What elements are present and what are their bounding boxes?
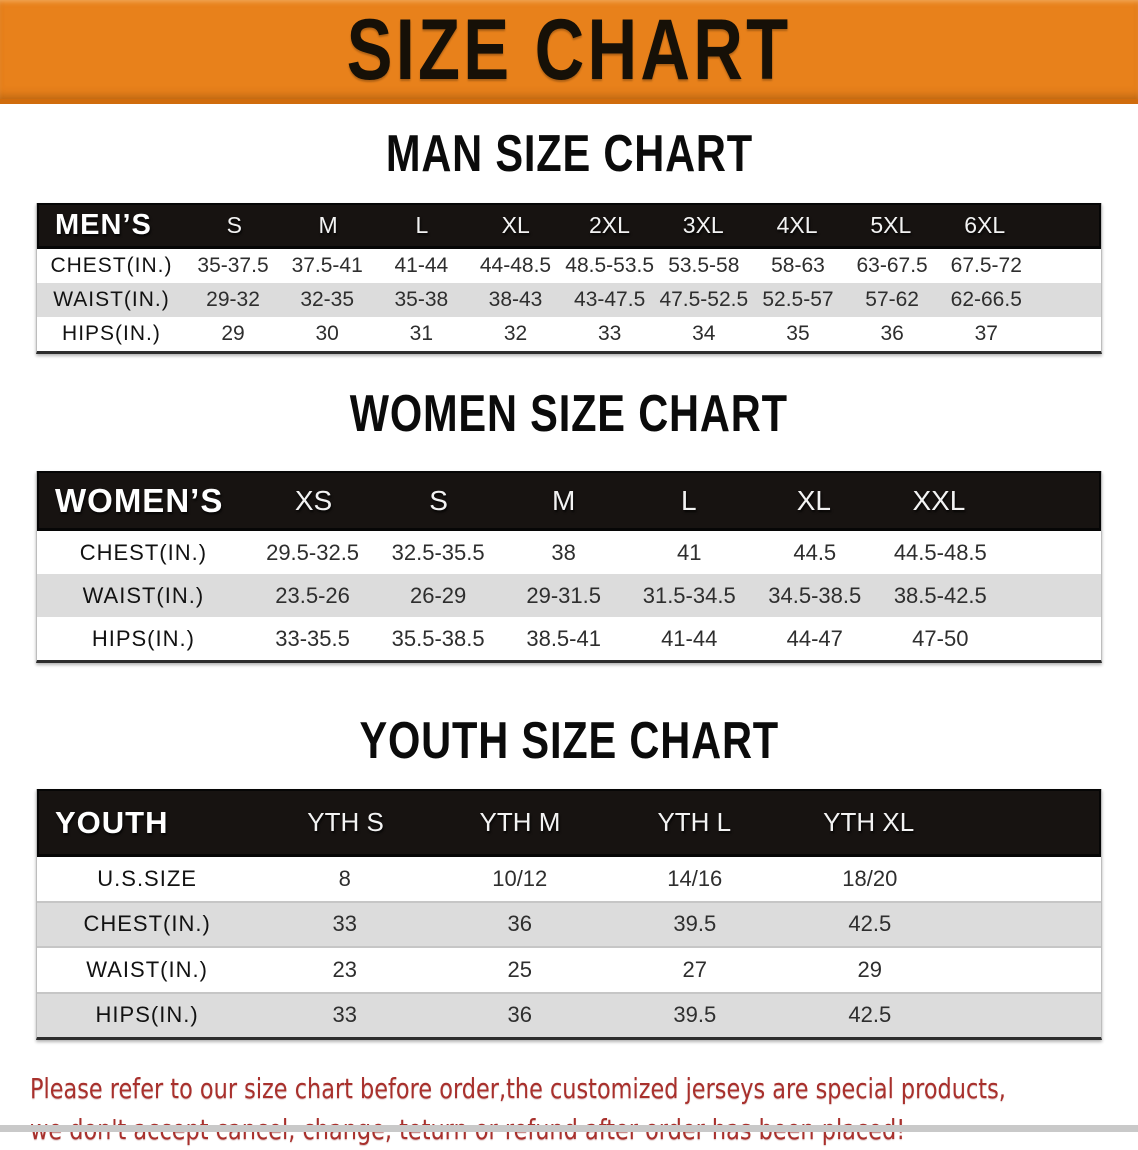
disclaimer-line-1: Please refer to our size chart before order,the customized jerseys are special products,: [30, 1072, 1006, 1105]
value-cell: 41-44: [661, 625, 718, 651]
table-row: [37, 249, 1101, 283]
row-label: HIPS(IN.): [62, 322, 161, 345]
value-cell: 29.5-32.5: [266, 539, 360, 565]
mens-size-table: [36, 203, 1102, 354]
value-cell: 10/12: [492, 865, 548, 891]
header-size-cell: YTH XL: [823, 807, 915, 837]
header-size-cell: 4XL: [776, 212, 818, 238]
value-cell: 44.5-48.5: [893, 539, 987, 565]
value-cell: 8: [338, 865, 351, 891]
value-cell: 36: [507, 1002, 532, 1028]
value-cell: 57-62: [865, 288, 919, 311]
value-cell: 35.5-38.5: [391, 625, 485, 651]
row-label: HIPS(IN.): [91, 625, 195, 651]
value-cell: 29: [221, 322, 245, 345]
row-label: U.S.SIZE: [97, 865, 197, 891]
value-cell: 31: [409, 322, 434, 345]
header-size-cell: M: [552, 484, 576, 516]
table-row: [37, 901, 1101, 947]
table-row: [37, 857, 1101, 901]
row-label: HIPS(IN.): [95, 1002, 199, 1028]
value-cell: 35-37.5: [197, 254, 269, 277]
value-cell: 38.5-42.5: [893, 582, 987, 608]
youth-size-table: [36, 789, 1102, 1040]
value-cell: 44-48.5: [479, 254, 552, 277]
value-cell: 32: [503, 322, 528, 345]
header-size-cell: XL: [501, 212, 530, 238]
value-cell: 30: [315, 322, 339, 345]
table-header-row: [37, 203, 1101, 249]
value-cell: 35-38: [394, 288, 449, 311]
header-size-cell: S: [429, 484, 448, 516]
value-cell: 26-29: [409, 582, 467, 608]
value-cell: 37.5-41: [291, 254, 363, 277]
value-cell: 34.5-38.5: [768, 582, 862, 608]
value-cell: 36: [880, 322, 904, 345]
size-chart-banner: [0, 0, 1138, 104]
header-size-cell: YTH S: [307, 807, 384, 837]
row-label: CHEST(IN.): [50, 254, 173, 277]
value-cell: 36: [507, 911, 532, 937]
value-cell: 32.5-35.5: [391, 539, 485, 565]
header-size-cell: YTH M: [479, 807, 561, 837]
value-cell: 39.5: [673, 911, 717, 937]
table-row: [37, 317, 1101, 351]
value-cell: 31.5-34.5: [642, 582, 736, 608]
value-cell: 27: [682, 956, 708, 982]
table-row: [37, 617, 1101, 660]
value-cell: 38-43: [488, 288, 543, 311]
value-cell: 44-47: [786, 625, 843, 651]
value-cell: 52.5-57: [762, 288, 834, 311]
value-cell: 48.5-53.5: [565, 254, 655, 277]
value-cell: 47.5-52.5: [659, 288, 749, 311]
value-cell: 47-50: [912, 625, 969, 651]
header-size-cell: 6XL: [964, 212, 1006, 238]
value-cell: 33: [597, 322, 622, 345]
value-cell: 23.5-26: [275, 582, 350, 608]
header-size-cell: L: [415, 212, 429, 238]
value-cell: 39.5: [673, 1002, 717, 1028]
table-row: [37, 574, 1101, 617]
header-size-cell: YTH L: [657, 807, 732, 837]
header-size-cell: 5XL: [870, 212, 912, 238]
value-cell: 38: [551, 539, 576, 565]
table-header-row: [37, 471, 1101, 531]
table-row: [37, 992, 1101, 1038]
value-cell: 53.5-58: [668, 254, 740, 277]
value-cell: 34: [692, 322, 716, 345]
table-header-label: YOUTH: [55, 804, 169, 840]
header-size-cell: XL: [796, 484, 831, 516]
section-title-text: MAN SIZE CHART: [385, 125, 753, 183]
header-size-cell: XXL: [912, 484, 966, 516]
value-cell: 63-67.5: [856, 254, 928, 277]
value-cell: 44.5: [793, 539, 837, 565]
value-cell: 62-66.5: [950, 288, 1022, 311]
header-size-cell: S: [226, 212, 242, 238]
value-cell: 29-31.5: [526, 582, 601, 608]
value-cell: 29: [857, 956, 883, 982]
table-header-label: WOMEN’S: [55, 481, 224, 519]
size-charts: [0, 125, 1138, 1040]
value-cell: 41-44: [394, 254, 449, 277]
value-cell: 18/20: [842, 865, 898, 891]
header-size-cell: M: [318, 212, 338, 238]
value-cell: 42.5: [848, 1002, 892, 1028]
value-cell: 42.5: [848, 911, 892, 937]
value-cell: 43-47.5: [574, 288, 646, 311]
value-cell: 41: [676, 539, 702, 565]
banner-title: SIZE CHART: [346, 1, 792, 98]
header-size-cell: 2XL: [589, 212, 630, 238]
table-header-row: [37, 789, 1101, 857]
row-label: WAIST(IN.): [86, 956, 208, 982]
value-cell: 29-32: [206, 288, 260, 311]
table-row: [37, 283, 1101, 317]
disclaimer: [30, 1068, 1138, 1150]
value-cell: 14/16: [667, 865, 723, 891]
table-row: [37, 531, 1101, 574]
value-cell: 58-63: [771, 254, 825, 277]
value-cell: 67.5-72: [950, 254, 1022, 277]
table-row: [37, 946, 1101, 992]
section-title-text: WOMEN SIZE CHART: [349, 385, 789, 443]
value-cell: 33: [332, 911, 357, 937]
header-size-cell: L: [680, 484, 697, 516]
value-cell: 33-35.5: [275, 625, 350, 651]
row-label: CHEST(IN.): [79, 539, 208, 565]
value-cell: 25: [507, 956, 532, 982]
row-label: CHEST(IN.): [83, 911, 211, 937]
womens-size-table: [36, 471, 1102, 663]
table-header-label: MEN’S: [55, 209, 152, 241]
value-cell: 37: [974, 322, 998, 345]
youth-size-chart-title: [0, 712, 1138, 770]
value-cell: 23: [332, 956, 357, 982]
women-size-chart-title: [0, 385, 1138, 443]
value-cell: 38.5-41: [526, 625, 601, 651]
header-size-cell: XS: [294, 484, 333, 516]
row-label: WAIST(IN.): [53, 288, 170, 311]
row-label: WAIST(IN.): [82, 582, 205, 608]
header-size-cell: 3XL: [682, 212, 724, 238]
man-size-chart-title: [0, 125, 1138, 183]
value-cell: 35: [786, 322, 810, 345]
value-cell: 33: [332, 1002, 357, 1028]
bottom-edge-strip: [0, 1125, 1138, 1132]
section-title-text: YOUTH SIZE CHART: [359, 712, 779, 770]
value-cell: 32-35: [300, 288, 355, 311]
